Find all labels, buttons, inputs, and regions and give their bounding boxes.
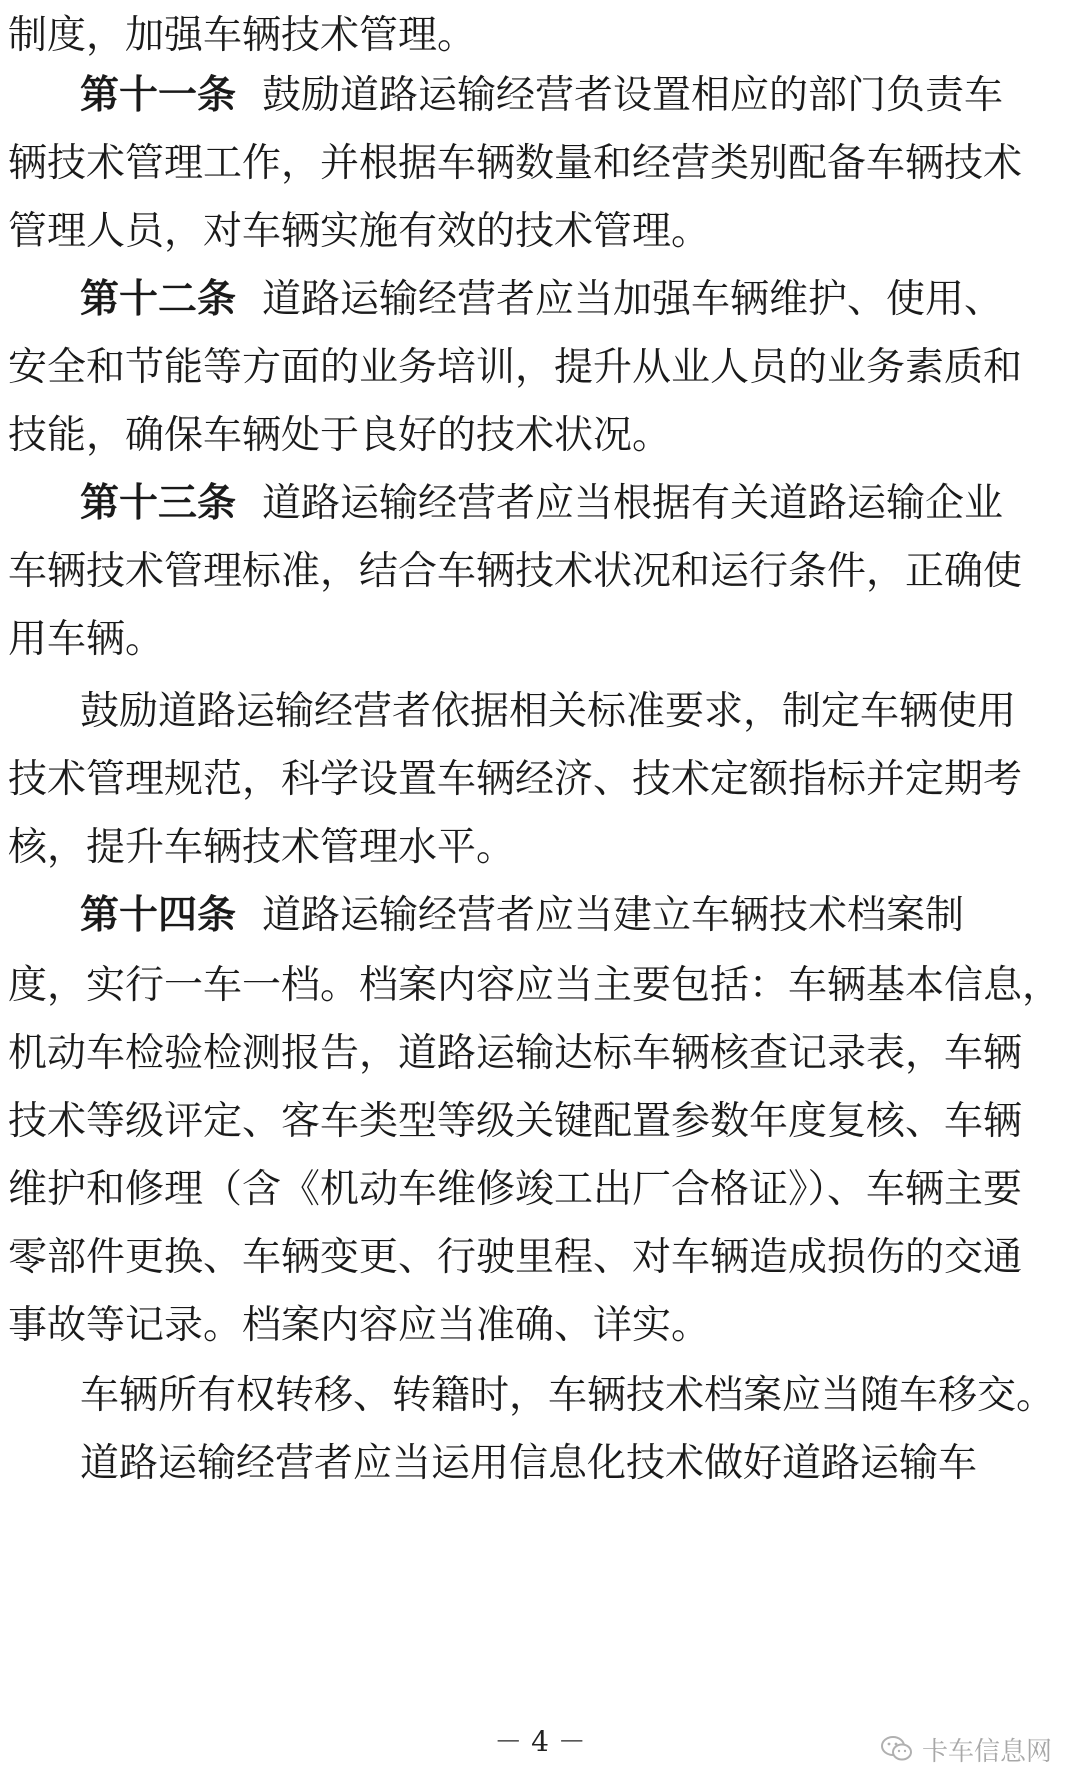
paragraph-text: 鼓励道路运输经营者设置相应的部门负责车 xyxy=(262,73,1004,118)
text-line xyxy=(0,196,1080,260)
paragraph-text: 鼓励道路运输经营者依据相关标准要求，制定车辆使用 xyxy=(80,689,1017,734)
page-number: － 4 － xyxy=(494,1725,586,1758)
text-line xyxy=(0,676,1080,740)
article-14-heading: 第十四条 xyxy=(80,893,237,938)
paragraph-text: 事故等记录。档案内容应当准确、详实。 xyxy=(8,1303,711,1348)
text-line xyxy=(0,536,1080,600)
paragraph-text: 机动车检验检测报告，道路运输达标车辆核查记录表，车辆 xyxy=(8,1031,1023,1076)
paragraph-text: 技术管理规范，科学设置车辆经济、技术定额指标并定期考 xyxy=(8,757,1023,802)
paragraph-text: 维护和修理（含《机动车维修竣工出厂合格证》）、车辆主要 xyxy=(8,1167,1023,1212)
article-13-heading: 第十三条 xyxy=(80,481,237,526)
paragraph-text: 零部件更换、车辆变更、行驶里程、对车辆造成损伤的交通 xyxy=(8,1235,1023,1280)
paragraph-text: 辆技术管理工作，并根据车辆数量和经营类别配备车辆技术 xyxy=(8,141,1023,186)
text-line xyxy=(0,1086,1080,1150)
text-line xyxy=(0,1290,1080,1354)
article-13-first-line xyxy=(0,468,1080,532)
article-11-heading: 第十一条 xyxy=(80,73,237,118)
text-line xyxy=(0,0,1080,64)
text-line xyxy=(0,400,1080,464)
text-line xyxy=(0,128,1080,192)
text-line xyxy=(0,332,1080,396)
paragraph-text: 道路运输经营者应当运用信息化技术做好道路运输车 xyxy=(80,1441,978,1486)
paragraph-text: 技术等级评定、客车类型等级关键配置参数年度复核、车辆 xyxy=(8,1099,1023,1144)
paragraph-text: 用车辆。 xyxy=(8,617,165,662)
paragraph-text: 车辆所有权转移、转籍时，车辆技术档案应当随车移交。 xyxy=(80,1373,1056,1418)
paragraph-text: 管理人员，对车辆实施有效的技术管理。 xyxy=(8,209,711,254)
paragraph-text: 安全和节能等方面的业务培训，提升从业人员的业务素质和 xyxy=(8,345,1023,390)
paragraph-text: 技能，确保车辆处于良好的技术状况。 xyxy=(8,413,672,458)
text-line xyxy=(0,604,1080,668)
text-line xyxy=(0,1154,1080,1218)
text-line xyxy=(0,744,1080,808)
text-line xyxy=(0,1222,1080,1286)
paragraph-text: 度，实行一车一档。档案内容应当主要包括：车辆基本信息， xyxy=(8,963,1062,1008)
article-12-heading: 第十二条 xyxy=(80,277,237,322)
text-line xyxy=(0,1360,1080,1424)
paragraph-text: 道路运输经营者应当根据有关道路运输企业 xyxy=(262,481,1004,526)
paragraph-text: 制度，加强车辆技术管理。 xyxy=(8,13,477,58)
paragraph-text: 道路运输经营者应当加强车辆维护、使用、 xyxy=(262,277,1004,322)
paragraph-text: 核，提升车辆技术管理水平。 xyxy=(8,825,516,870)
paragraph-text: 道路运输经营者应当建立车辆技术档案制 xyxy=(262,893,965,938)
text-line xyxy=(0,812,1080,876)
article-12-first-line xyxy=(0,264,1080,328)
text-line xyxy=(0,1018,1080,1082)
text-line xyxy=(0,1428,1080,1492)
paragraph-text: 车辆技术管理标准，结合车辆技术状况和运行条件，正确使 xyxy=(8,549,1023,594)
article-11-first-line xyxy=(0,60,1080,124)
article-14-first-line xyxy=(0,880,1080,944)
watermark-text: 卡车信息网 xyxy=(921,1736,1052,1767)
text-line xyxy=(0,950,1080,1014)
